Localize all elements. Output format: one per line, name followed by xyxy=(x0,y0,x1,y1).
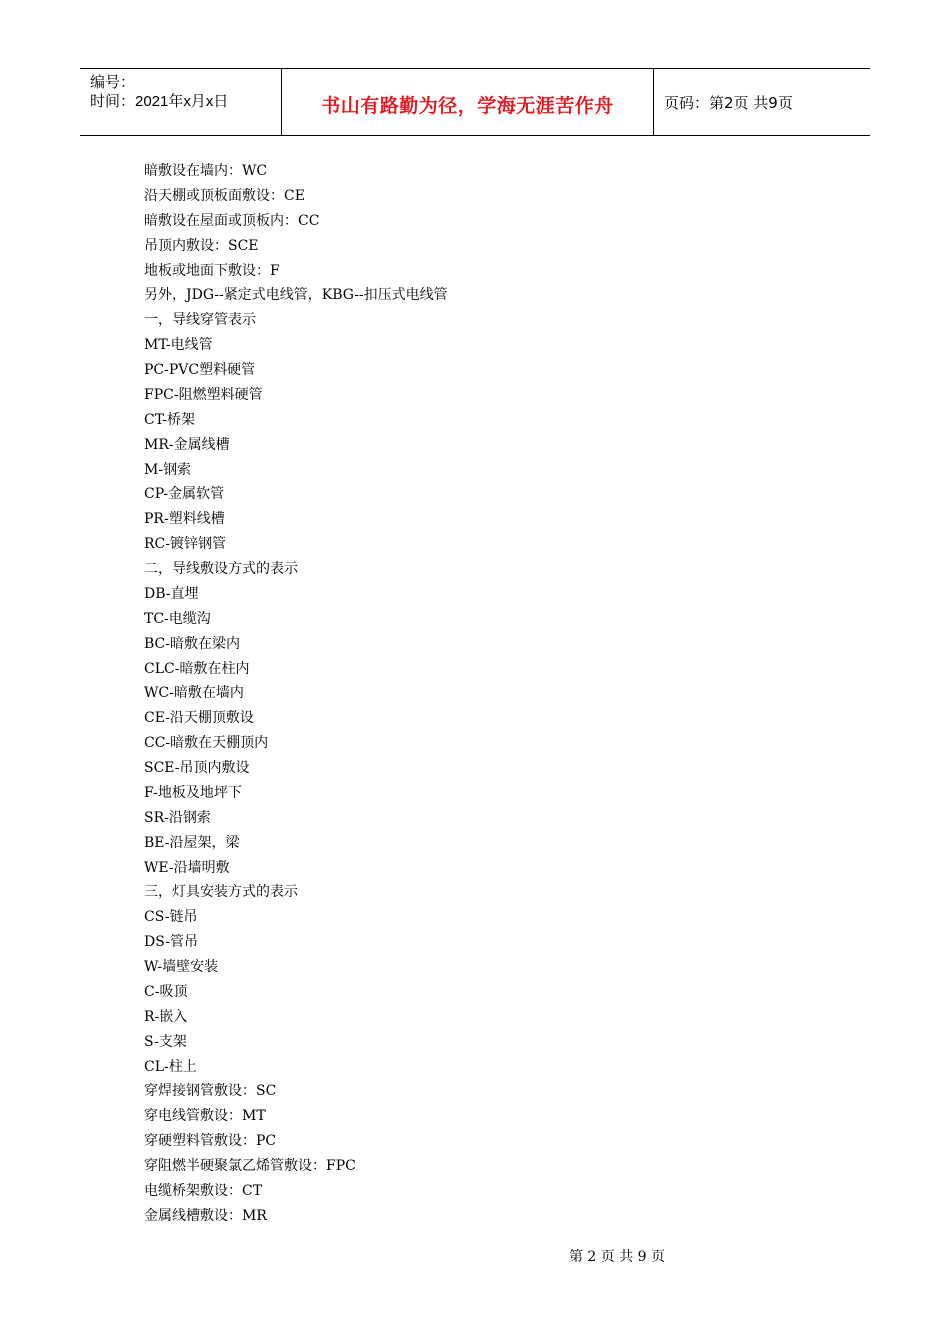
text-line: R-嵌入 xyxy=(144,1008,188,1025)
text-line: DS-管吊 xyxy=(144,934,199,951)
text-line: CT-桥架 xyxy=(144,411,195,428)
document-body xyxy=(144,159,844,1229)
text-line: M-钢索 xyxy=(144,461,192,478)
text-line: 吊顶内敷设：SCE xyxy=(144,237,259,254)
text-line: CLC-暗敷在柱内 xyxy=(144,660,250,677)
text-line: 暗敷设在墙内：WC xyxy=(144,163,268,179)
text-line: C-吸顶 xyxy=(144,983,188,1000)
text-line: CL-柱上 xyxy=(144,1058,197,1075)
text-line: BE-沿屋架，梁 xyxy=(144,834,240,851)
text-line: PR-塑料线槽 xyxy=(144,511,225,528)
text-line: 沿天棚或顶板面敷设：CE xyxy=(144,187,305,204)
text-line: 穿硬塑料管敷设：PC xyxy=(144,1133,277,1150)
text-line: RC-镀锌钢管 xyxy=(144,536,226,553)
text-line: 暗敷设在屋面或顶板内：CC xyxy=(144,212,320,229)
text-line: WE-沿墙明敷 xyxy=(144,859,230,876)
page-header xyxy=(80,68,870,136)
text-line: CE-沿天棚顶敷设 xyxy=(144,710,254,727)
section-heading: 三，灯具安装方式的表示 xyxy=(144,884,298,901)
text-line: CS-链吊 xyxy=(144,909,198,926)
footer-page-number: 第 2 页 共 9 页 xyxy=(568,1249,666,1265)
text-line: WC-暗敷在墙内 xyxy=(144,685,244,702)
text-line: MT-电线管 xyxy=(144,337,213,354)
text-line: W-墙壁安装 xyxy=(144,959,219,975)
text-line: SCE-吊顶内敷设 xyxy=(144,760,250,776)
date-label: 时间：2021年x月x日 xyxy=(90,93,229,110)
text-line: MR-金属线槽 xyxy=(144,436,230,453)
text-line: 穿电线管敷设：MT xyxy=(144,1108,266,1125)
text-line: 电缆桥架敷设：CT xyxy=(144,1182,263,1199)
header-meta xyxy=(80,69,281,135)
text-line: 地板或地面下敷设：F xyxy=(144,262,280,279)
text-line: 金属线槽敷设：MR xyxy=(144,1207,267,1224)
text-line: TC-电缆沟 xyxy=(144,610,211,627)
header-page-info: 页码：第2页 共9页 xyxy=(664,93,793,112)
text-line: SR-沿钢索 xyxy=(144,809,211,826)
text-line: FPC-阻燃塑料硬管 xyxy=(144,386,263,403)
page-footer xyxy=(0,1246,950,1266)
text-line: CC-暗敷在天棚顶内 xyxy=(144,735,269,752)
text-line: DB-直埋 xyxy=(144,585,199,602)
section-heading: 二，导线敷设方式的表示 xyxy=(144,561,298,577)
header-motto-cell xyxy=(281,69,654,135)
text-line: 另外，JDG--紧定式电线管，KBG--扣压式电线管 xyxy=(144,287,448,304)
text-line: 穿焊接钢管敷设：SC xyxy=(144,1083,277,1100)
serial-number-label: 编号： xyxy=(90,74,136,91)
text-line: BC-暗敷在梁内 xyxy=(144,635,240,652)
text-line: S-支架 xyxy=(144,1033,187,1050)
motto-text: 书山有路勤为径，学海无涯苦作舟 xyxy=(321,94,614,117)
header-page-cell xyxy=(654,69,870,135)
text-line: PC-PVC塑料硬管 xyxy=(144,362,256,378)
section-heading: 一，导线穿管表示 xyxy=(144,312,256,329)
text-line: 穿阻燃半硬聚氯乙烯管敷设：FPC xyxy=(144,1158,356,1174)
text-line: CP-金属软管 xyxy=(144,486,225,503)
text-line: F-地板及地坪下 xyxy=(144,784,242,801)
